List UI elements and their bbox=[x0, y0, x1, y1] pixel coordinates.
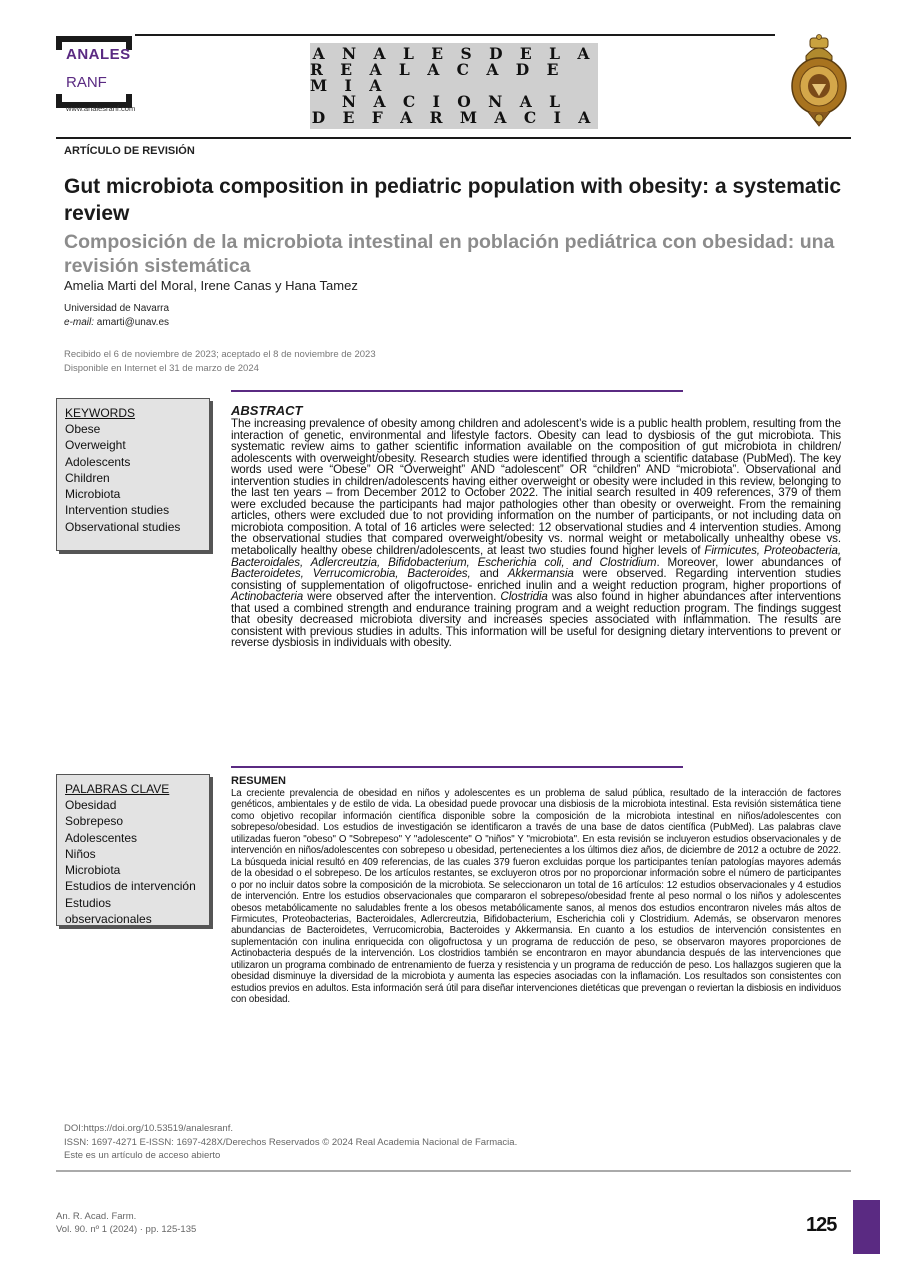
volume-pages: Vol. 90. nº 1 (2024) · pp. 125-135 bbox=[56, 1224, 197, 1235]
ranf-logo bbox=[56, 36, 176, 122]
journal-reference bbox=[56, 1210, 196, 1236]
article-authors: Amelia Marti del Moral, Irene Canas y Hana Tamez bbox=[64, 278, 358, 293]
keywords-title: KEYWORDS bbox=[65, 406, 136, 420]
abstract-heading: ABSTRACT bbox=[231, 403, 303, 418]
abstract-top-rule bbox=[231, 390, 683, 392]
palabras-clave-box bbox=[56, 774, 210, 926]
article-dates bbox=[64, 348, 376, 376]
keyword-item: Estudios observacionales bbox=[65, 895, 152, 927]
article-metadata bbox=[64, 1122, 517, 1163]
journal-title-line-3: N A C I O N A L bbox=[341, 92, 567, 111]
page-number: 125 bbox=[806, 1214, 837, 1236]
page-tab-marker bbox=[853, 1200, 880, 1254]
journal-title-line-2: R E A L A C A D E M I A bbox=[310, 60, 565, 95]
logo-anales-text: ANALES bbox=[66, 46, 131, 63]
journal-abbreviation: An. R. Acad. Farm. bbox=[56, 1211, 137, 1222]
journal-title-box bbox=[310, 43, 598, 129]
resumen-heading: RESUMEN bbox=[231, 775, 287, 787]
email-label: e-mail: bbox=[64, 317, 95, 328]
keyword-item: Obese bbox=[65, 422, 101, 436]
author-affiliation bbox=[64, 302, 169, 330]
received-date: Recibido el 6 de noviembre de 2023; aceptado el 8 de noviembre de 2023 bbox=[64, 349, 376, 360]
available-date: Disponible en Internet el 31 de marzo de 2024 bbox=[64, 363, 259, 374]
keyword-item: Adolescentes bbox=[65, 830, 138, 845]
keyword-item: Observational studies bbox=[65, 519, 181, 534]
header-divider bbox=[135, 34, 775, 36]
doi-link[interactable]: DOI:https://doi.org/10.53519/analesranf. bbox=[64, 1123, 233, 1134]
keyword-item: Niños bbox=[65, 846, 96, 861]
keyword-item: Overweight bbox=[65, 438, 126, 453]
resumen-text: La creciente prevalencia de obesidad en niños y adolescentes es un problema de salud pública, resultado de la interacción de factores genéticos, ambientales y de estilo de vida. La obesidad puede provocar una disbiosis de la microbiota intestinal. Esta revisión sistemática tiene como objetivo recopilar información científica disponible sobre la composición de la microbiota intestinal en niños/adolescentes con sobrepeso/obesidad. Los estudios de investigación se identificaron a través de una base de datos científica (PubMed). Las palabras clave utilizadas fueron "obeso" O "Sobrepeso" Y "adolescente" O "niños" Y "microbiota". En esta revisión se incluyeron estudios observacionales y de intervención en niños/adolescentes con sobrepeso u obesidad, pertenecientes a los últimos diez años, de diciembre de 2012 a octubre de 2022. La búsqueda inicial resultó en 409 referencias, de las cuales 379 fueron excluidas porque los participantes tenían patologías mayores además de la obesidad o el sobrepeso. De los artículos restantes, se excluyeron otros por no proporcionar información sobre el número de participantes o por no incluir datos sobre la composición de la microbiota. Se seleccionaron un total de 16 artículos: 12 estudios observacionales y 4 estudios de intervención. Entre los estudios observacionales que compararon el sobrepeso/obesidad frente al peso normal o los niños y adolescentes obesos metabólicamente no saludables frente a los obesos metabólicamente sanos, al menos dos estudios encontraron niveles más altos de Firmicutes, Proteobacterias, Bacteroidales, Adlercreutzia, Bifidobacterium, Escherichia coli y Clostridium. Además, se observaron menores abundancias de Bacteroidetes, Verrucomicrobia, Bacteroides y Akkermansia. En cuanto a los estudios de intervención consistentes en suplementación con inulina enriquecida con oligofructosa y un programa de reducción de peso, se observaron mayores proporciones de Actinobacteria después de la intervención. Los clostridios también se encontraron en mayor abundancia después de las intervenciones que utilizaron un programa combinado de entrenamiento de fuerza y resistencia y un programa de reducción de peso. Los hallazgos sugieren que la obesidad disminuye la diversidad de la microbiota y aumenta las especies asociadas con la inflamación. Los resultados son consistentes con estudios previos en adultos. Esta información será útil para diseñar intervenciones dietéticas que prevengan o reviertan la disbiosis en individuos con obesidad. bbox=[231, 788, 841, 1006]
article-title-english: Gut microbiota composition in pediatric population with obesity: a systematic review bbox=[64, 175, 842, 225]
article-section-type: ARTÍCULO DE REVISIÓN bbox=[64, 145, 195, 157]
journal-title-line-4: D E F A R M A C I A bbox=[311, 108, 597, 127]
issn-rights: ISSN: 1697-4271 E-ISSN: 1697-428X/Derechos Reservados © 2024 Real Academia Nacional de Farmacia. bbox=[64, 1136, 518, 1148]
keyword-item: Intervention studies bbox=[65, 503, 170, 518]
keywords-box bbox=[56, 398, 210, 551]
academy-crest-icon bbox=[788, 34, 850, 128]
header-bottom-rule bbox=[56, 137, 851, 139]
article-title-spanish: Composición de la microbiota intestinal en población pediátrica con obesidad: una revisión sistemática bbox=[64, 231, 835, 277]
affiliation-name: Universidad de Navarra bbox=[64, 303, 170, 314]
keyword-item: Obesidad bbox=[65, 798, 117, 812]
open-access-note: Este es un artículo de acceso abierto bbox=[64, 1150, 221, 1161]
journal-title-line-1: A N A L E S D E L A bbox=[312, 44, 596, 63]
contact-email bbox=[64, 316, 169, 330]
logo-ranf-text: RANF bbox=[66, 74, 107, 91]
keyword-item: Sobrepeso bbox=[65, 814, 124, 829]
resumen-top-rule bbox=[231, 766, 683, 768]
keyword-item: Adolescents bbox=[65, 454, 131, 469]
keyword-item: Microbiota bbox=[65, 487, 121, 502]
keyword-item: Microbiota bbox=[65, 863, 121, 878]
keyword-item: Estudios de intervención bbox=[65, 879, 196, 894]
footer-rule bbox=[56, 1170, 851, 1172]
logo-url: www.analesranf.com bbox=[66, 104, 136, 113]
email-address[interactable]: amarti@unav.es bbox=[96, 317, 170, 328]
keyword-item: Children bbox=[65, 470, 110, 485]
abstract-text: The increasing prevalence of obesity among children and adolescent’s wide is a public health problem, resulting from the interaction of genetic, environmental and lifestyle factors. Obesity can lead to dysbiosis of the gut microbiota. This systematic review aims to gather scientific information available on the composition of gut microbiota in children/ adolescents with overweight/obesity. Research studies were identified through a scientific database (PubMed). The key words used were “Obese” OR “Overweight” AND “adolescent” OR “children” AND “microbiota”. Observational and intervention studies in children/adolescents having either overweight or obesity were included in this review, belonging to the last ten years – from December 2012 to October 2022. The initial search resulted in 409 references, 379 of them were excluded because the participants had major pathologies other than obesity or overweight. From the remaining articles, others were excluded due to not providing information on the number of participants, or not including data on microbiota composition. A total of 16 articles were selected: 12 observational studies and 4 intervention studies. Among the observational studies that compared overweight/obesity vs. normal weight or metabolically unhealthy obese vs. metabolically healthy obese children/adolescents, at least two studies found higher levels of Firmicutes, Proteobacteria, Bacteroidales, Adlercreutzia, Bifidobacterium, Escherichia coli, and Clostridium. Moreover, lower abundances of Bacteroidetes, Verrucomicrobia, Bacteroides, and Akkermansia were observed. Regarding intervention studies consisting of supplementation of oligofructose- enriched inulin and a weight reduction program, higher proportions of Actinobacteria were observed after the intervention. Clostridia was also found in higher abundances after interventions that used a combined strength and endurance training program and a weight reduction program. The findings suggest that obesity decreased microbiota diversity and increases species associated with inflammation. The results are consistent with previous studies in adults. This information will be useful for designing dietary interventions to prevent or reverse dysbiosis in individuals with obesity. bbox=[231, 417, 841, 650]
palabras-clave-title: PALABRAS CLAVE bbox=[65, 782, 170, 796]
